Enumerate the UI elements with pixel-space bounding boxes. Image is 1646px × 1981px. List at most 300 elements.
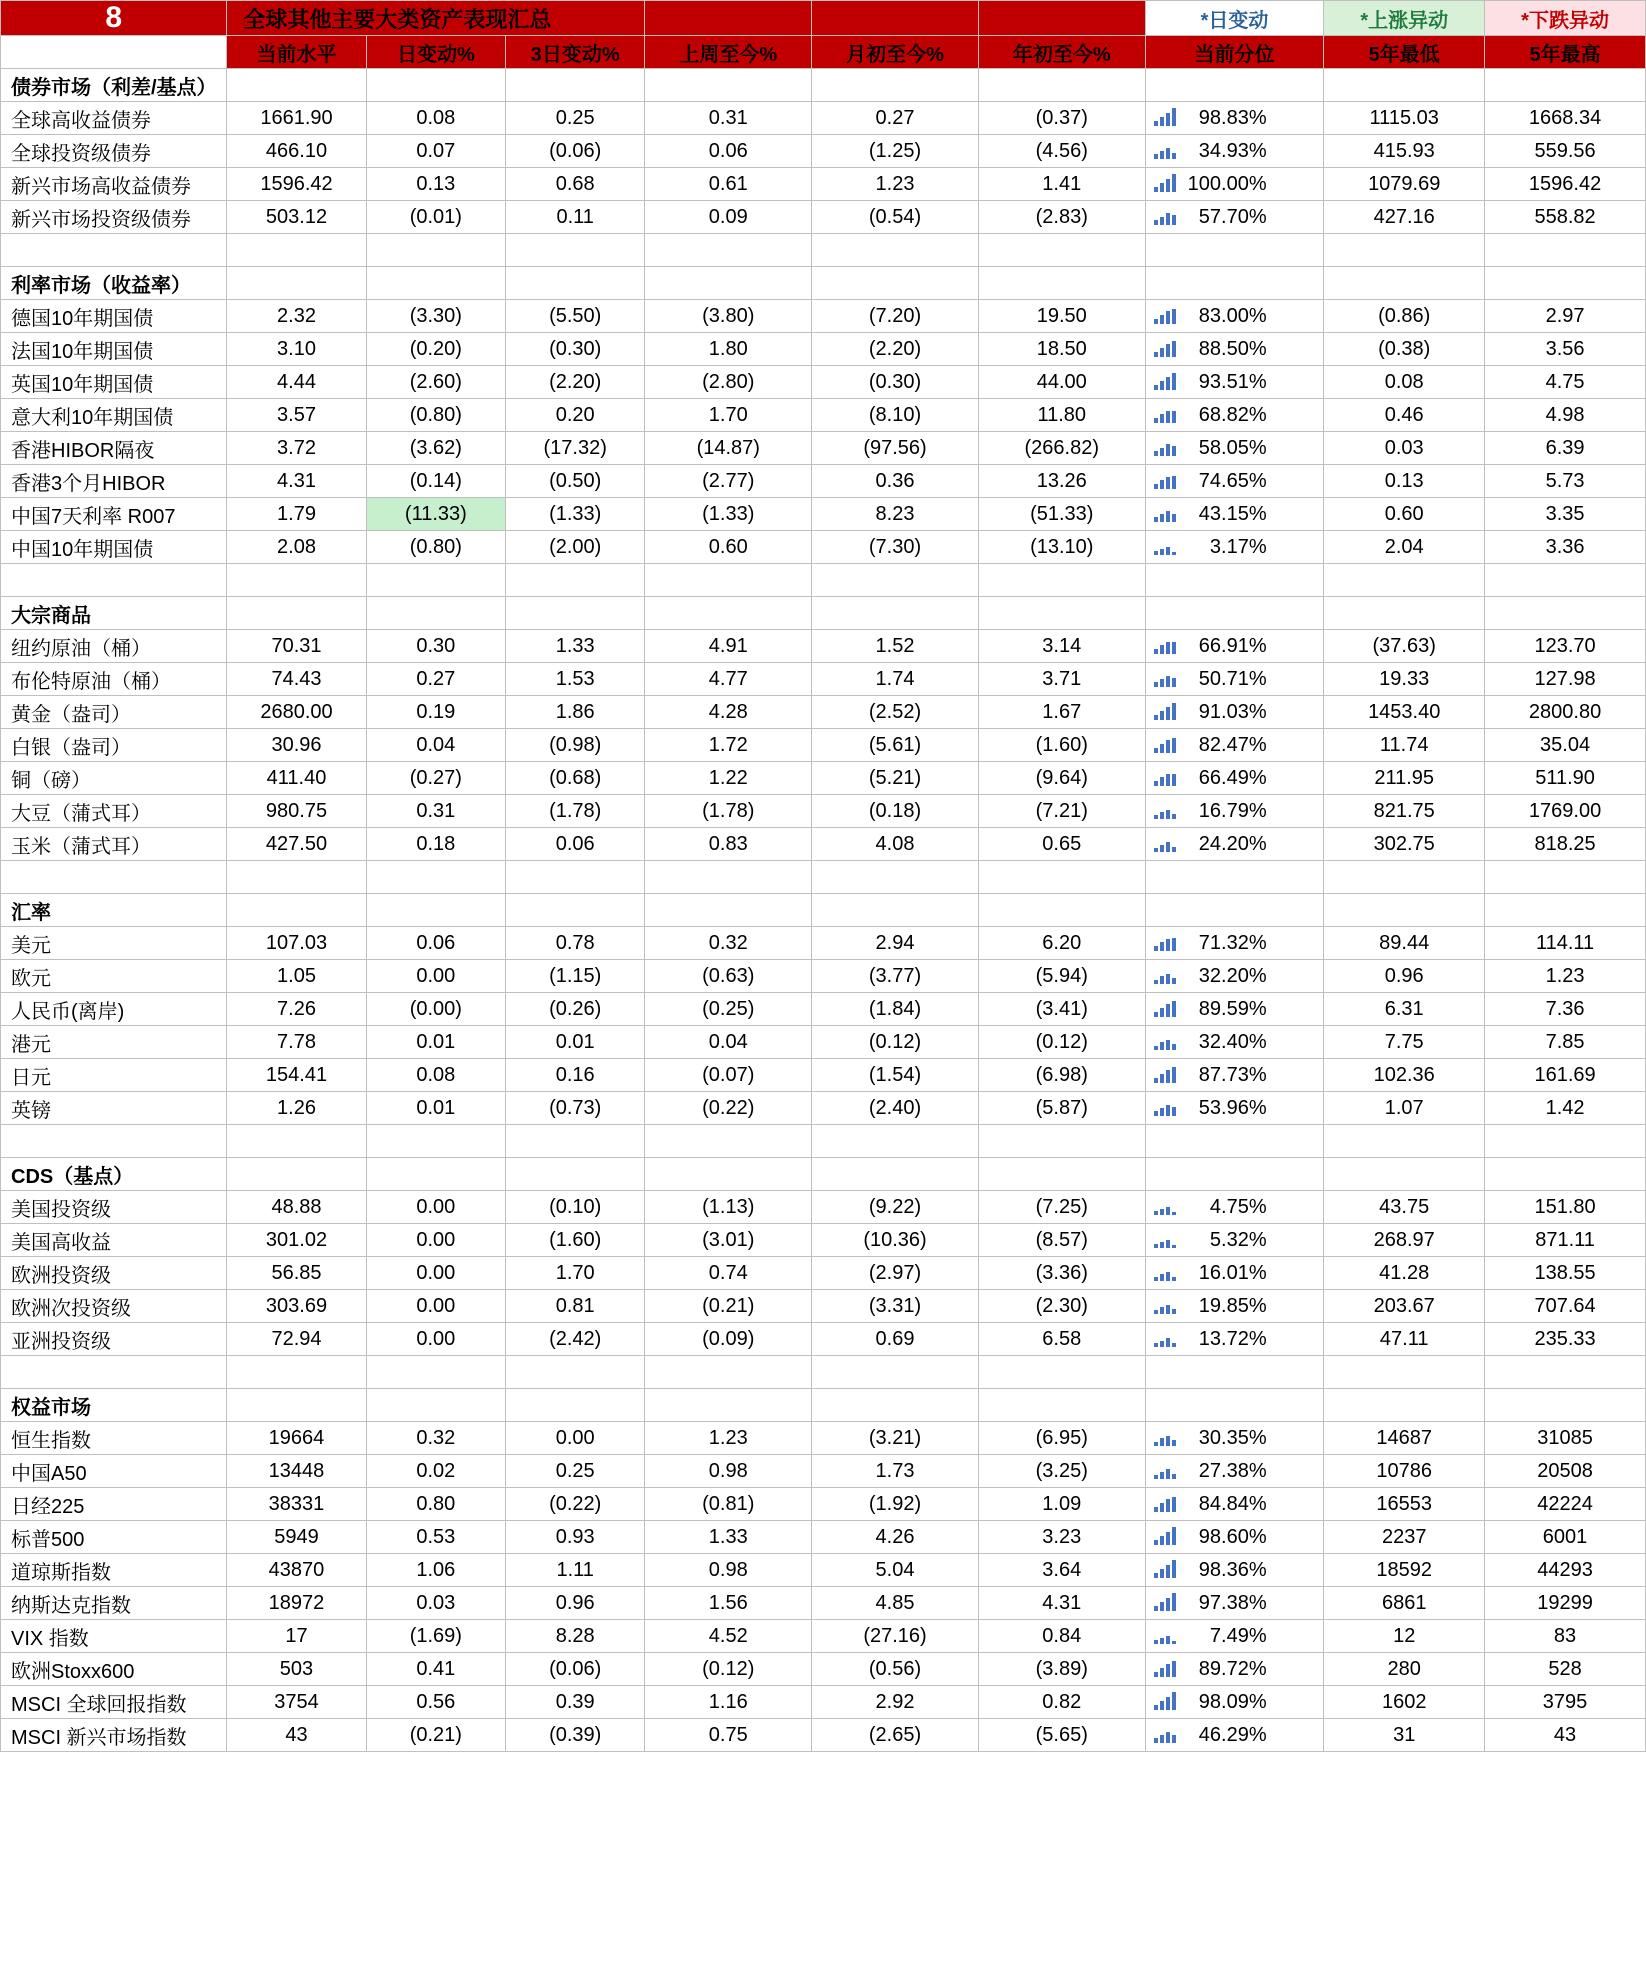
five-year-low: (37.63) bbox=[1324, 630, 1485, 663]
bar-chart-icon bbox=[1154, 141, 1176, 159]
table-row bbox=[1, 1290, 1646, 1323]
asset-name: 人民币(离岸) bbox=[1, 993, 227, 1026]
title-spacer-1 bbox=[645, 1, 812, 36]
three-day-change: (0.06) bbox=[506, 1653, 645, 1686]
bar-chart-icon bbox=[1154, 801, 1176, 819]
percentile-value: 88.50% bbox=[1198, 337, 1267, 360]
table-row bbox=[1, 1323, 1646, 1356]
five-year-low: 0.96 bbox=[1324, 960, 1485, 993]
asset-name: 欧元 bbox=[1, 960, 227, 993]
year-to-date-change: (1.60) bbox=[978, 729, 1145, 762]
three-day-change: 0.78 bbox=[506, 927, 645, 960]
percentile-value: 98.60% bbox=[1198, 1525, 1267, 1548]
empty-cell bbox=[645, 234, 812, 267]
empty-cell bbox=[1324, 69, 1485, 102]
table-row bbox=[1, 432, 1646, 465]
percentile-value: 16.01% bbox=[1198, 1261, 1267, 1284]
table-row bbox=[1, 630, 1646, 663]
table-row bbox=[1, 498, 1646, 531]
five-year-low: 16553 bbox=[1324, 1488, 1485, 1521]
daily-change: (11.33) bbox=[366, 498, 505, 531]
five-year-high: 3795 bbox=[1485, 1686, 1646, 1719]
bar-chart-icon bbox=[1154, 669, 1176, 687]
three-day-change: (1.33) bbox=[506, 498, 645, 531]
asset-name: 欧洲次投资级 bbox=[1, 1290, 227, 1323]
week-to-date-change: (0.63) bbox=[645, 960, 812, 993]
title-bar bbox=[1, 1, 1646, 36]
current-level: 980.75 bbox=[227, 795, 366, 828]
empty-cell bbox=[1324, 1389, 1485, 1422]
empty-cell bbox=[978, 894, 1145, 927]
year-to-date-change: 18.50 bbox=[978, 333, 1145, 366]
percentile-cell bbox=[1145, 630, 1324, 663]
percentile-cell bbox=[1145, 1521, 1324, 1554]
three-day-change: (2.00) bbox=[506, 531, 645, 564]
percentile-cell bbox=[1145, 795, 1324, 828]
current-level: 503.12 bbox=[227, 201, 366, 234]
daily-change: (0.80) bbox=[366, 399, 505, 432]
bar-chart-icon bbox=[1154, 1065, 1176, 1083]
current-level: 3.57 bbox=[227, 399, 366, 432]
year-to-date-change: 0.84 bbox=[978, 1620, 1145, 1653]
daily-change: 0.13 bbox=[366, 168, 505, 201]
empty-cell bbox=[1485, 1125, 1646, 1158]
percentile-cell bbox=[1145, 663, 1324, 696]
bar-chart-icon bbox=[1154, 471, 1176, 489]
week-to-date-change: 1.72 bbox=[645, 729, 812, 762]
percentile-cell bbox=[1145, 1587, 1324, 1620]
five-year-high: 528 bbox=[1485, 1653, 1646, 1686]
bar-chart-icon bbox=[1154, 1560, 1176, 1578]
daily-change: 0.53 bbox=[366, 1521, 505, 1554]
daily-change: (0.80) bbox=[366, 531, 505, 564]
percentile-value: 66.91% bbox=[1198, 634, 1267, 657]
percentile-cell bbox=[1145, 102, 1324, 135]
percentile-value: 57.70% bbox=[1198, 205, 1267, 228]
percentile-cell bbox=[1145, 1455, 1324, 1488]
empty-cell bbox=[1324, 1158, 1485, 1191]
percentile-cell bbox=[1145, 366, 1324, 399]
empty-cell bbox=[1485, 1389, 1646, 1422]
empty-cell bbox=[1145, 1356, 1324, 1389]
five-year-low: 2.04 bbox=[1324, 531, 1485, 564]
daily-change: 0.01 bbox=[366, 1026, 505, 1059]
week-to-date-change: 0.04 bbox=[645, 1026, 812, 1059]
empty-cell bbox=[812, 69, 979, 102]
daily-change: 0.03 bbox=[366, 1587, 505, 1620]
five-year-low: (0.38) bbox=[1324, 333, 1485, 366]
week-to-date-change: 1.33 bbox=[645, 1521, 812, 1554]
daily-change: 0.08 bbox=[366, 1059, 505, 1092]
year-to-date-change: (3.89) bbox=[978, 1653, 1145, 1686]
empty-cell bbox=[1, 861, 227, 894]
five-year-low: 12 bbox=[1324, 1620, 1485, 1653]
five-year-high: 35.04 bbox=[1485, 729, 1646, 762]
current-level: 427.50 bbox=[227, 828, 366, 861]
daily-change: (1.69) bbox=[366, 1620, 505, 1653]
five-year-high: 2.97 bbox=[1485, 300, 1646, 333]
year-to-date-change: (0.12) bbox=[978, 1026, 1145, 1059]
percentile-value: 68.82% bbox=[1198, 403, 1267, 426]
month-to-date-change: (2.97) bbox=[812, 1257, 979, 1290]
section-spacer bbox=[1, 861, 1646, 894]
five-year-high: 19299 bbox=[1485, 1587, 1646, 1620]
table-row bbox=[1, 1686, 1646, 1719]
empty-cell bbox=[812, 1125, 979, 1158]
three-day-change: (0.73) bbox=[506, 1092, 645, 1125]
current-level: 56.85 bbox=[227, 1257, 366, 1290]
col-wtd: 上周至今% bbox=[645, 36, 812, 69]
month-to-date-change: 0.36 bbox=[812, 465, 979, 498]
empty-cell bbox=[978, 69, 1145, 102]
three-day-change: 0.25 bbox=[506, 1455, 645, 1488]
empty-cell bbox=[366, 894, 505, 927]
bar-chart-icon bbox=[1154, 1626, 1176, 1644]
daily-change: (0.00) bbox=[366, 993, 505, 1026]
bar-chart-icon bbox=[1154, 537, 1176, 555]
three-day-change: (0.68) bbox=[506, 762, 645, 795]
asset-name: 布伦特原油（桶） bbox=[1, 663, 227, 696]
current-level: 107.03 bbox=[227, 927, 366, 960]
percentile-value: 89.59% bbox=[1198, 997, 1267, 1020]
asset-name: 美元 bbox=[1, 927, 227, 960]
asset-name: 铜（磅） bbox=[1, 762, 227, 795]
section-header-row bbox=[1, 597, 1646, 630]
year-to-date-change: (6.98) bbox=[978, 1059, 1145, 1092]
asset-name: 香港HIBOR隔夜 bbox=[1, 432, 227, 465]
percentile-cell bbox=[1145, 1653, 1324, 1686]
daily-change: 0.31 bbox=[366, 795, 505, 828]
bar-chart-icon bbox=[1154, 636, 1176, 654]
month-to-date-change: (0.12) bbox=[812, 1026, 979, 1059]
three-day-change: 0.20 bbox=[506, 399, 645, 432]
daily-change: 0.19 bbox=[366, 696, 505, 729]
five-year-low: 47.11 bbox=[1324, 1323, 1485, 1356]
percentile-cell bbox=[1145, 168, 1324, 201]
bar-chart-icon bbox=[1154, 1230, 1176, 1248]
current-level: 13448 bbox=[227, 1455, 366, 1488]
asset-name: VIX 指数 bbox=[1, 1620, 227, 1653]
empty-cell bbox=[645, 597, 812, 630]
bar-chart-icon bbox=[1154, 438, 1176, 456]
five-year-low: 31 bbox=[1324, 1719, 1485, 1752]
section-spacer bbox=[1, 234, 1646, 267]
percentile-cell bbox=[1145, 729, 1324, 762]
year-to-date-change: (13.10) bbox=[978, 531, 1145, 564]
three-day-change: (17.32) bbox=[506, 432, 645, 465]
five-year-high: 3.56 bbox=[1485, 333, 1646, 366]
week-to-date-change: 4.91 bbox=[645, 630, 812, 663]
daily-change: 0.80 bbox=[366, 1488, 505, 1521]
empty-cell bbox=[227, 597, 366, 630]
three-day-change: 0.93 bbox=[506, 1521, 645, 1554]
five-year-low: 0.13 bbox=[1324, 465, 1485, 498]
percentile-cell bbox=[1145, 828, 1324, 861]
bar-chart-icon bbox=[1154, 1428, 1176, 1446]
five-year-low: 0.60 bbox=[1324, 498, 1485, 531]
current-level: 38331 bbox=[227, 1488, 366, 1521]
week-to-date-change: (0.12) bbox=[645, 1653, 812, 1686]
table-row bbox=[1, 1026, 1646, 1059]
five-year-high: 5.73 bbox=[1485, 465, 1646, 498]
section-header-row bbox=[1, 69, 1646, 102]
empty-cell bbox=[227, 1389, 366, 1422]
empty-cell bbox=[645, 267, 812, 300]
month-to-date-change: (0.54) bbox=[812, 201, 979, 234]
table-row bbox=[1, 828, 1646, 861]
empty-cell bbox=[506, 267, 645, 300]
three-day-change: 0.06 bbox=[506, 828, 645, 861]
month-to-date-change: (3.77) bbox=[812, 960, 979, 993]
three-day-change: 0.01 bbox=[506, 1026, 645, 1059]
table-row bbox=[1, 927, 1646, 960]
five-year-high: 3.36 bbox=[1485, 531, 1646, 564]
empty-cell bbox=[366, 234, 505, 267]
current-level: 2.32 bbox=[227, 300, 366, 333]
daily-change: 0.56 bbox=[366, 1686, 505, 1719]
empty-cell bbox=[506, 1389, 645, 1422]
week-to-date-change: 1.80 bbox=[645, 333, 812, 366]
current-level: 1.79 bbox=[227, 498, 366, 531]
table-row bbox=[1, 663, 1646, 696]
empty-cell bbox=[812, 1356, 979, 1389]
year-to-date-change: 4.31 bbox=[978, 1587, 1145, 1620]
empty-cell bbox=[366, 861, 505, 894]
table-row bbox=[1, 300, 1646, 333]
asset-name: 美国高收益 bbox=[1, 1224, 227, 1257]
three-day-change: 1.70 bbox=[506, 1257, 645, 1290]
percentile-cell bbox=[1145, 1290, 1324, 1323]
empty-cell bbox=[1145, 267, 1324, 300]
table-row bbox=[1, 960, 1646, 993]
current-level: 301.02 bbox=[227, 1224, 366, 1257]
bar-chart-icon bbox=[1154, 1263, 1176, 1281]
percentile-value: 58.05% bbox=[1198, 436, 1267, 459]
week-to-date-change: (1.33) bbox=[645, 498, 812, 531]
five-year-high: 83 bbox=[1485, 1620, 1646, 1653]
col-d3: 3日变动% bbox=[506, 36, 645, 69]
month-to-date-change: (0.56) bbox=[812, 1653, 979, 1686]
bar-chart-icon bbox=[1154, 1329, 1176, 1347]
month-to-date-change: 2.94 bbox=[812, 927, 979, 960]
bar-chart-icon bbox=[1154, 735, 1176, 753]
year-to-date-change: 6.20 bbox=[978, 927, 1145, 960]
daily-change: (0.14) bbox=[366, 465, 505, 498]
bar-chart-icon bbox=[1154, 1098, 1176, 1116]
percentile-value: 98.83% bbox=[1198, 106, 1267, 129]
three-day-change: (0.26) bbox=[506, 993, 645, 1026]
empty-cell bbox=[812, 267, 979, 300]
year-to-date-change: (3.36) bbox=[978, 1257, 1145, 1290]
month-to-date-change: 4.08 bbox=[812, 828, 979, 861]
col-percentile: 当前分位 bbox=[1145, 36, 1324, 69]
empty-cell bbox=[1485, 234, 1646, 267]
month-to-date-change: (3.21) bbox=[812, 1422, 979, 1455]
five-year-low: 2237 bbox=[1324, 1521, 1485, 1554]
five-year-high: 1.42 bbox=[1485, 1092, 1646, 1125]
percentile-value: 93.51% bbox=[1198, 370, 1267, 393]
percentile-value: 19.85% bbox=[1198, 1294, 1267, 1317]
current-level: 503 bbox=[227, 1653, 366, 1686]
bar-chart-icon bbox=[1154, 933, 1176, 951]
week-to-date-change: 1.16 bbox=[645, 1686, 812, 1719]
percentile-value: 46.29% bbox=[1198, 1723, 1267, 1746]
five-year-high: 7.36 bbox=[1485, 993, 1646, 1026]
empty-cell bbox=[645, 1389, 812, 1422]
month-to-date-change: (1.92) bbox=[812, 1488, 979, 1521]
percentile-value: 91.03% bbox=[1198, 700, 1267, 723]
empty-cell bbox=[227, 69, 366, 102]
bar-chart-icon bbox=[1154, 834, 1176, 852]
year-to-date-change: (4.56) bbox=[978, 135, 1145, 168]
percentile-cell bbox=[1145, 1224, 1324, 1257]
empty-cell bbox=[506, 69, 645, 102]
percentile-cell bbox=[1145, 1059, 1324, 1092]
year-to-date-change: (9.64) bbox=[978, 762, 1145, 795]
daily-change: 0.00 bbox=[366, 1257, 505, 1290]
daily-change: 0.00 bbox=[366, 1191, 505, 1224]
week-to-date-change: 0.31 bbox=[645, 102, 812, 135]
month-to-date-change: (2.52) bbox=[812, 696, 979, 729]
five-year-high: 1596.42 bbox=[1485, 168, 1646, 201]
year-to-date-change: 1.09 bbox=[978, 1488, 1145, 1521]
empty-cell bbox=[978, 267, 1145, 300]
bar-chart-icon bbox=[1154, 966, 1176, 984]
section-title: 汇率 bbox=[1, 894, 227, 927]
empty-cell bbox=[1324, 1125, 1485, 1158]
empty-cell bbox=[366, 1356, 505, 1389]
table-row bbox=[1, 1059, 1646, 1092]
month-to-date-change: (8.10) bbox=[812, 399, 979, 432]
table-row bbox=[1, 102, 1646, 135]
daily-change: 0.32 bbox=[366, 1422, 505, 1455]
percentile-cell bbox=[1145, 498, 1324, 531]
empty-cell bbox=[227, 861, 366, 894]
month-to-date-change: (5.61) bbox=[812, 729, 979, 762]
month-to-date-change: (1.25) bbox=[812, 135, 979, 168]
year-to-date-change: 0.65 bbox=[978, 828, 1145, 861]
percentile-cell bbox=[1145, 696, 1324, 729]
month-to-date-change: 5.04 bbox=[812, 1554, 979, 1587]
section-spacer bbox=[1, 564, 1646, 597]
five-year-high: 511.90 bbox=[1485, 762, 1646, 795]
percentile-cell bbox=[1145, 465, 1324, 498]
asset-name: 德国10年期国债 bbox=[1, 300, 227, 333]
table-row bbox=[1, 1554, 1646, 1587]
table-row bbox=[1, 993, 1646, 1026]
five-year-high: 2800.80 bbox=[1485, 696, 1646, 729]
five-year-low: 102.36 bbox=[1324, 1059, 1485, 1092]
five-year-low: 0.46 bbox=[1324, 399, 1485, 432]
three-day-change: 1.53 bbox=[506, 663, 645, 696]
empty-cell bbox=[1324, 1356, 1485, 1389]
percentile-cell bbox=[1145, 1554, 1324, 1587]
percentile-value: 82.47% bbox=[1198, 733, 1267, 756]
asset-name: 中国10年期国债 bbox=[1, 531, 227, 564]
empty-cell bbox=[506, 894, 645, 927]
current-level: 466.10 bbox=[227, 135, 366, 168]
percentile-cell bbox=[1145, 399, 1324, 432]
page-title: 全球其他主要大类资产表现汇总 bbox=[227, 1, 645, 36]
bar-chart-icon bbox=[1154, 1659, 1176, 1677]
table-row bbox=[1, 1521, 1646, 1554]
week-to-date-change: (0.22) bbox=[645, 1092, 812, 1125]
percentile-value: 43.15% bbox=[1198, 502, 1267, 525]
percentile-cell bbox=[1145, 1323, 1324, 1356]
empty-cell bbox=[1, 1125, 227, 1158]
year-to-date-change: 11.80 bbox=[978, 399, 1145, 432]
five-year-low: 6861 bbox=[1324, 1587, 1485, 1620]
month-to-date-change: (97.56) bbox=[812, 432, 979, 465]
month-to-date-change: 2.92 bbox=[812, 1686, 979, 1719]
current-level: 303.69 bbox=[227, 1290, 366, 1323]
five-year-high: 4.75 bbox=[1485, 366, 1646, 399]
bar-chart-icon bbox=[1154, 1296, 1176, 1314]
section-title: 利率市场（收益率） bbox=[1, 267, 227, 300]
week-to-date-change: (14.87) bbox=[645, 432, 812, 465]
five-year-low: (0.86) bbox=[1324, 300, 1485, 333]
asset-name: 意大利10年期国债 bbox=[1, 399, 227, 432]
empty-cell bbox=[1324, 564, 1485, 597]
table-row bbox=[1, 366, 1646, 399]
year-to-date-change: (5.65) bbox=[978, 1719, 1145, 1752]
year-to-date-change: (6.95) bbox=[978, 1422, 1145, 1455]
three-day-change: (0.50) bbox=[506, 465, 645, 498]
three-day-change: 0.39 bbox=[506, 1686, 645, 1719]
year-to-date-change: 6.58 bbox=[978, 1323, 1145, 1356]
current-level: 1.26 bbox=[227, 1092, 366, 1125]
week-to-date-change: (1.78) bbox=[645, 795, 812, 828]
table-row bbox=[1, 1257, 1646, 1290]
current-level: 48.88 bbox=[227, 1191, 366, 1224]
five-year-low: 280 bbox=[1324, 1653, 1485, 1686]
current-level: 43 bbox=[227, 1719, 366, 1752]
empty-cell bbox=[1485, 69, 1646, 102]
bar-chart-icon bbox=[1154, 108, 1176, 126]
empty-cell bbox=[645, 1125, 812, 1158]
percentile-value: 27.38% bbox=[1198, 1459, 1267, 1482]
empty-cell bbox=[812, 234, 979, 267]
bar-chart-icon bbox=[1154, 1725, 1176, 1743]
empty-cell bbox=[366, 267, 505, 300]
five-year-low: 7.75 bbox=[1324, 1026, 1485, 1059]
percentile-value: 7.49% bbox=[1209, 1624, 1267, 1647]
month-to-date-change: (7.30) bbox=[812, 531, 979, 564]
week-to-date-change: (0.07) bbox=[645, 1059, 812, 1092]
table-row bbox=[1, 1455, 1646, 1488]
daily-change: 0.02 bbox=[366, 1455, 505, 1488]
table-row bbox=[1, 201, 1646, 234]
title-spacer-2 bbox=[812, 1, 979, 36]
asset-name: 香港3个月HIBOR bbox=[1, 465, 227, 498]
daily-change: (0.01) bbox=[366, 201, 505, 234]
percentile-cell bbox=[1145, 333, 1324, 366]
percentile-value: 24.20% bbox=[1198, 832, 1267, 855]
asset-name: 玉米（蒲式耳） bbox=[1, 828, 227, 861]
month-to-date-change: (0.30) bbox=[812, 366, 979, 399]
current-level: 18972 bbox=[227, 1587, 366, 1620]
five-year-low: 0.08 bbox=[1324, 366, 1485, 399]
five-year-high: 558.82 bbox=[1485, 201, 1646, 234]
table-row bbox=[1, 696, 1646, 729]
table-row bbox=[1, 531, 1646, 564]
empty-cell bbox=[366, 1158, 505, 1191]
col-low5y: 5年最低 bbox=[1324, 36, 1485, 69]
three-day-change: (0.22) bbox=[506, 1488, 645, 1521]
three-day-change: (0.06) bbox=[506, 135, 645, 168]
three-day-change: (0.30) bbox=[506, 333, 645, 366]
daily-change: (3.62) bbox=[366, 432, 505, 465]
